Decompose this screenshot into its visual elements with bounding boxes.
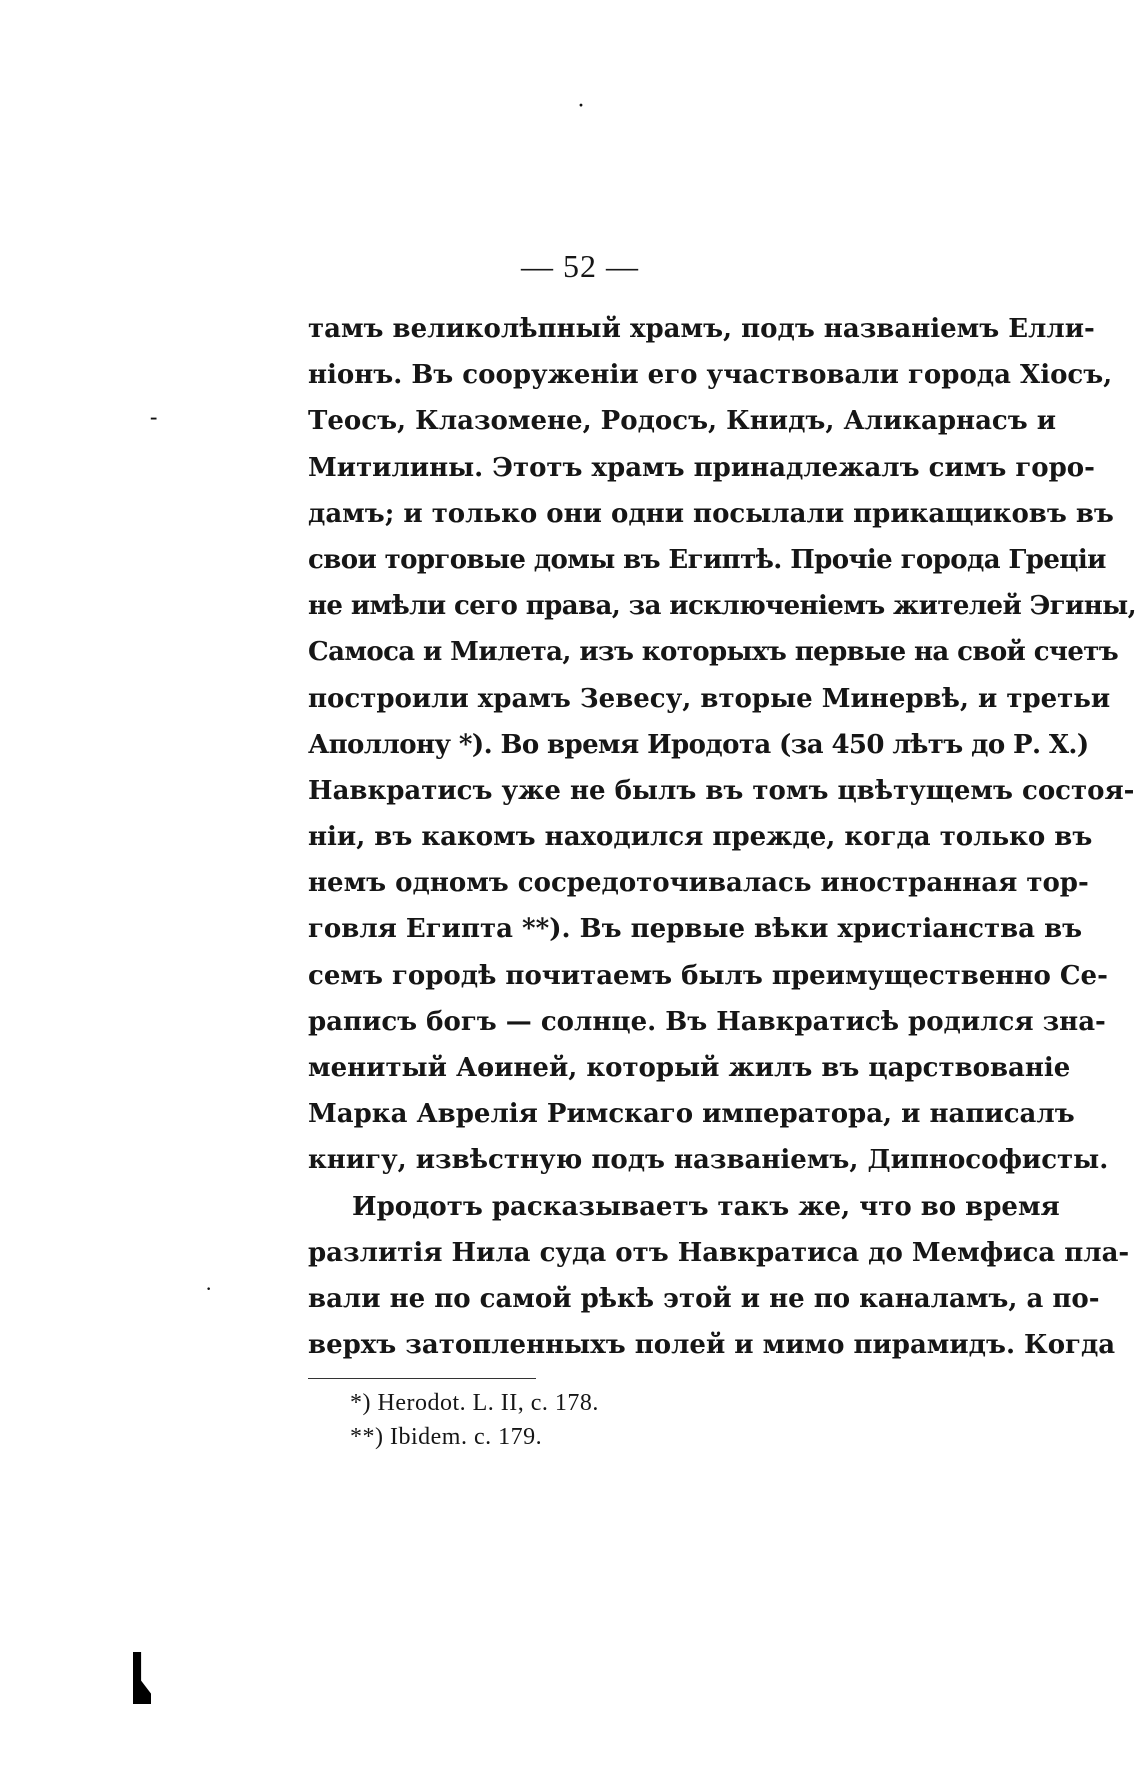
text-line: построили храмъ Зевесу, вторые Минервѣ, и третьи (308, 683, 1111, 714)
text-line: не имѣли сего права, за исключеніемъ жителей Эгины, (308, 591, 1137, 622)
text-line: раписъ богъ — солнце. Въ Навкратисѣ родился зна- (308, 1006, 1106, 1037)
text-line: говля Египта **). Въ первые вѣки христіанства въ (308, 914, 1083, 945)
margin-speck: · (206, 1281, 212, 1298)
footnote-1: *) Herodot. L. II, c. 178. (350, 1390, 599, 1416)
text-line: ніонъ. Въ сооруженіи его участвовали города Хіосъ, (308, 360, 1113, 391)
text-line: Теосъ, Клазомене, Родосъ, Книдъ, Аликарнасъ и (308, 406, 1057, 437)
text-line: Митилины. Этотъ храмъ принадлежалъ симъ горо- (308, 452, 1095, 483)
text-line: ніи, въ какомъ находился прежде, когда только въ (308, 822, 1093, 853)
text-line: Навкратисъ уже не былъ въ томъ цвѣтущемъ состоя- (308, 775, 1135, 806)
main-text (308, 306, 1137, 1368)
text-line: менитый Аѳиней, который жилъ въ царствованіе (308, 1053, 1071, 1083)
text-line: верхъ затопленныхъ полей и мимо пирамидъ. Когда (308, 1330, 1116, 1361)
page-number: — 52 — (521, 248, 639, 284)
text-line: разлитія Нила суда отъ Навкратиса до Мемфиса пла- (308, 1237, 1130, 1268)
paragraph-end-line: книгу, извѣстную подъ названіемъ, Дипнософисты. (308, 1145, 1109, 1176)
text-line: семъ городѣ почитаемъ былъ преимущественно Се- (308, 960, 1108, 991)
text-line: немъ одномъ сосредоточивалась иностранная тор- (308, 868, 1089, 899)
text-line: тамъ великолѣпный храмъ, подъ названіемъ Елли- (308, 314, 1095, 344)
text-line: Аполлону *). Во время Иродота (за 450 лѣтъ до Р. Х.) (308, 729, 1089, 760)
margin-dash: - (150, 404, 158, 429)
text-line: Марка Аврелія Римскаго императора, и написалъ (308, 1099, 1075, 1130)
binding-mark (133, 1652, 151, 1704)
paragraph-start-line: Иродотъ расказываетъ такъ же, что во время (352, 1191, 1060, 1222)
text-line: Самоса и Милета, изъ которыхъ первые на свой счетъ (308, 637, 1119, 668)
text-line: дамъ; и только они одни посылали прикащиковъ въ (308, 498, 1114, 529)
footnote-rule (308, 1378, 536, 1379)
text-line: свои торговые домы въ Египтѣ. Прочіе города Греціи (308, 544, 1106, 575)
footnote-2: **) Ibidem. c. 179. (350, 1424, 543, 1450)
footnotes (350, 1386, 599, 1454)
top-speck: · (578, 95, 585, 115)
text-line: вали не по самой рѣкѣ этой и не по каналамъ, а по- (308, 1283, 1100, 1314)
